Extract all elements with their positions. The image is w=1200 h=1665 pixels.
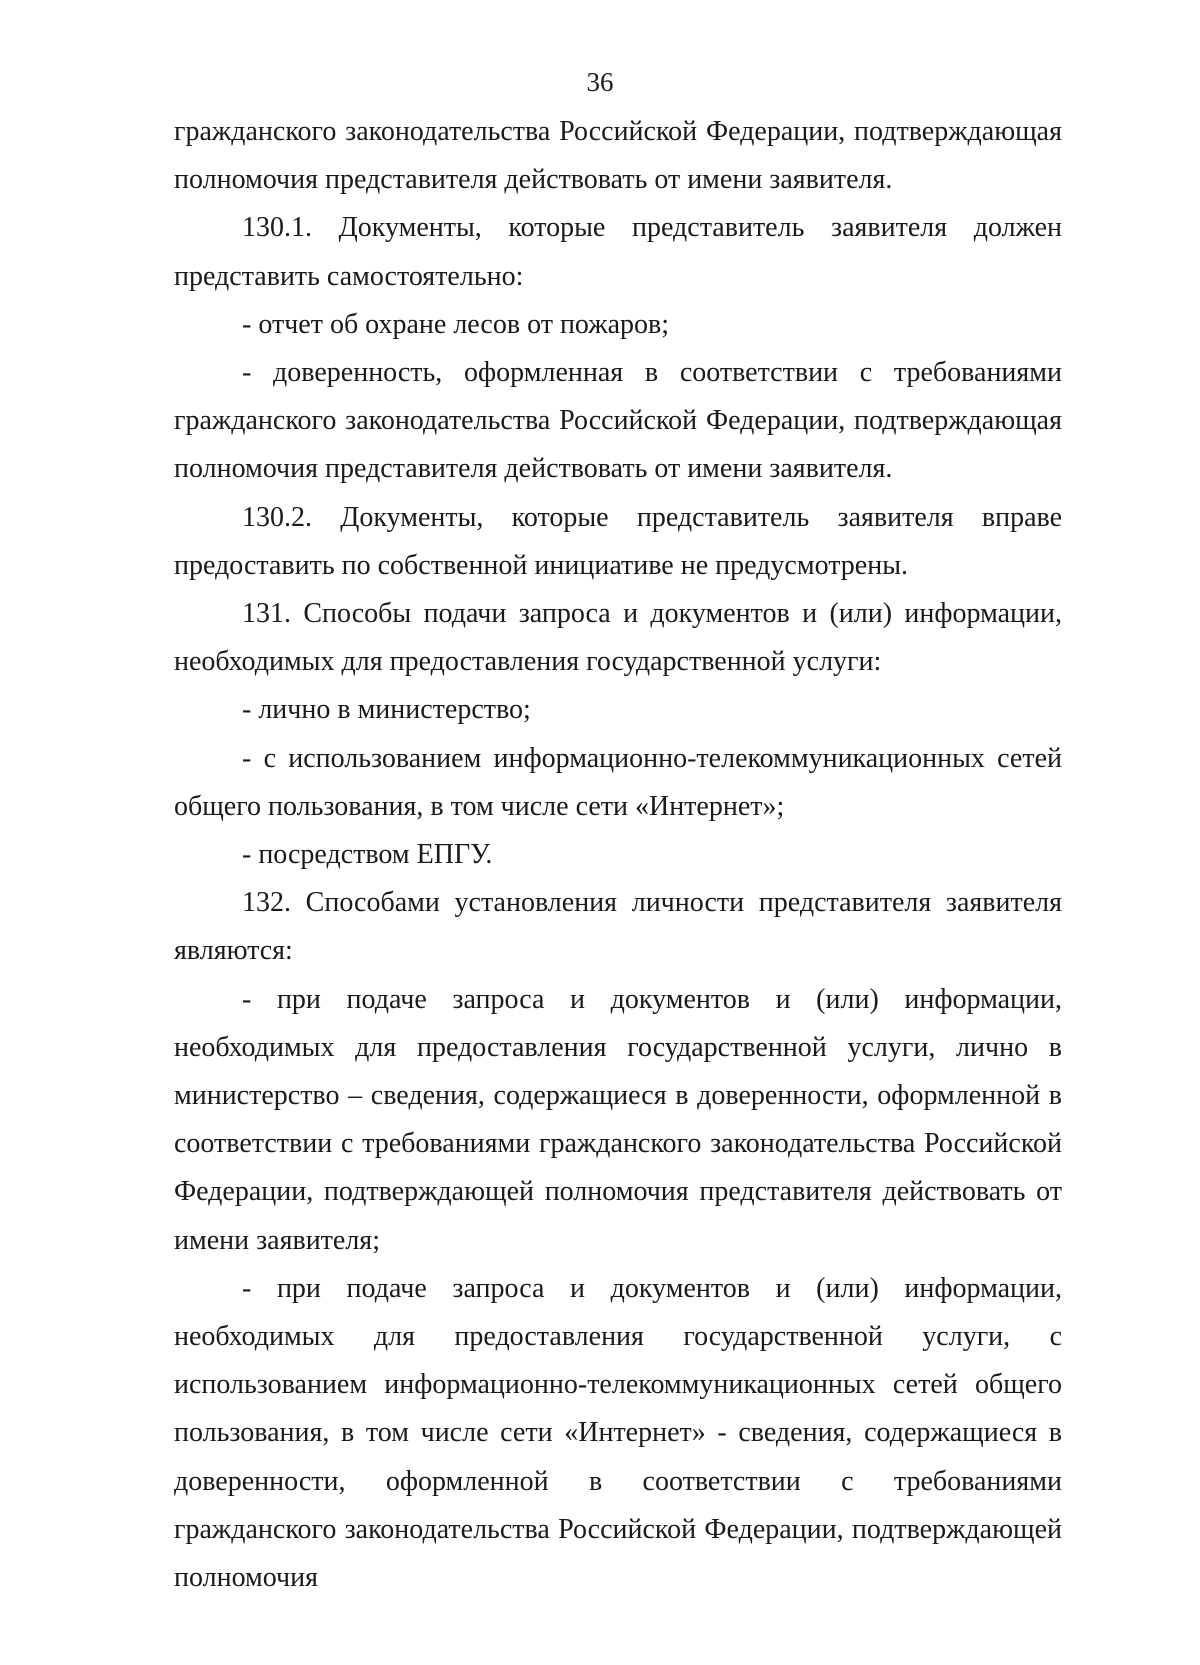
paragraph: - при подаче запроса и документов и (или) информации, необходимых для предоставления государственной услуги, с использованием информационно-телекоммуникационных сетей общего пользования, в том числе сети «Интернет» - сведения, содержащиеся в доверенности, оформленной в соответствии с требованиями гражданского законодательства Российской Федерации, подтверждающей полномочия [174,1272,1062,1594]
page-number: 36 [586,67,614,97]
paragraph: 130.1. Документы, которые представитель заявителя должен представить самостоятельно: [174,212,1062,292]
paragraph: 132. Способами установления личности представителя заявителя являются: [174,887,1062,967]
paragraph: - доверенность, оформленная в соответствии с требованиями гражданского законодательства Российской Федерации, подтверждающая полномочия представителя действовать от имени заявителя. [174,357,1062,485]
paragraph: - посредством ЕПГУ. [242,839,493,871]
paragraph: гражданского законодательства Российской Федерации, подтверждающая полномочия представителя действовать от имени заявителя. [174,116,1062,196]
paragraph: 130.2. Документы, которые представитель заявителя вправе предоставить по собственной инициативе не предусмотрены. [174,501,1062,581]
paragraph: - с использованием информационно-телекоммуникационных сетей общего пользования, в том числе сети «Интернет»; [174,742,1062,822]
paragraph: - лично в министерство; [242,694,531,726]
paragraph: - отчет об охране лесов от пожаров; [242,308,669,340]
paragraph: - при подаче запроса и документов и (или) информации, необходимых для предоставления государственной услуги, лично в министерство – сведения, содержащиеся в доверенности, оформленной в соответствии с требованиями гражданского законодательства Российской Федерации, подтверждающей полномочия представителя действовать от имени заявителя; [174,983,1062,1256]
paragraph: 131. Способы подачи запроса и документов и (или) информации, необходимых для предоставления государственной услуги: [174,598,1062,678]
document-body [174,108,1062,1602]
